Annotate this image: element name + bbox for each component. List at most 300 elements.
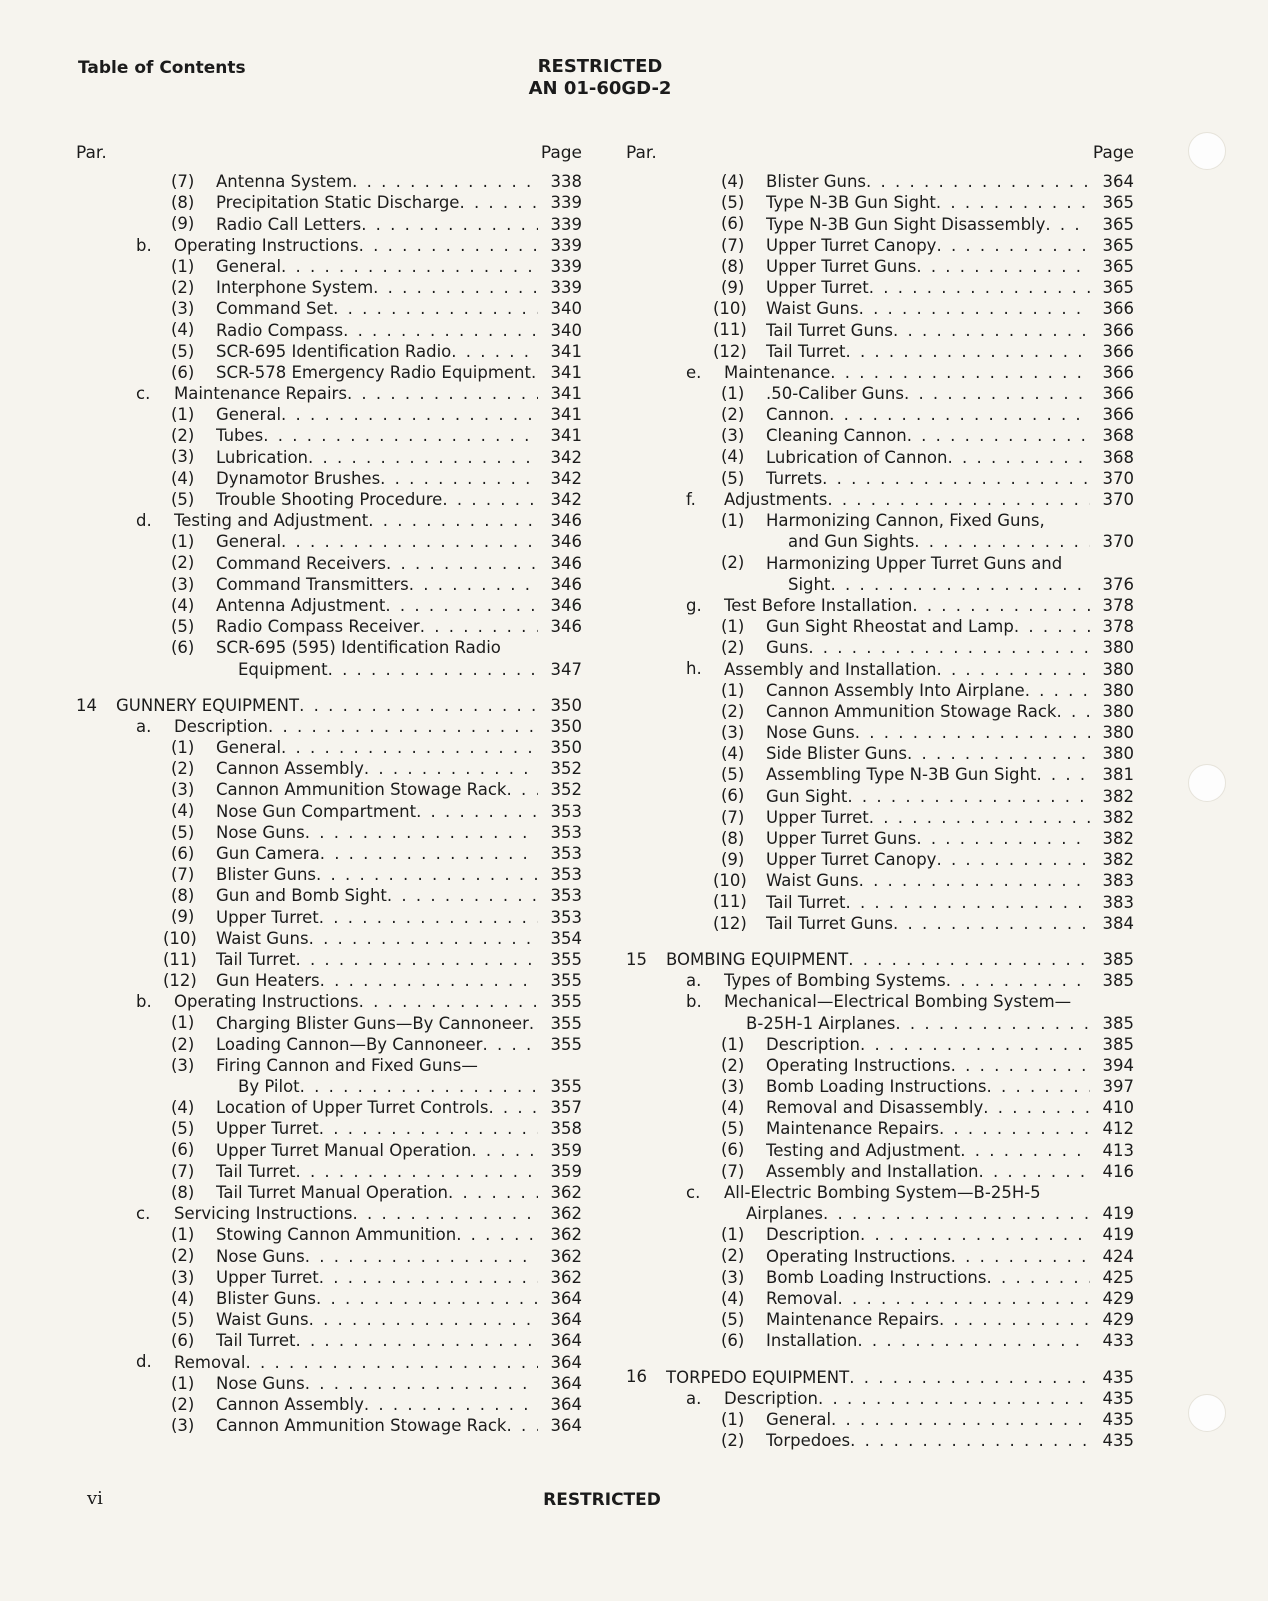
entry-number: (2) xyxy=(721,553,745,573)
entry-number: (6) xyxy=(721,1331,745,1351)
entry-number: (4) xyxy=(171,1098,195,1118)
entry-page-number: 380 xyxy=(1102,659,1134,679)
toc-entry xyxy=(76,1076,582,1097)
entry-title: Firing Cannon and Fixed Guns— xyxy=(216,1055,478,1075)
toc-entry xyxy=(76,1182,582,1203)
entry-title: Removal xyxy=(174,1352,246,1372)
entry-number: g. xyxy=(686,595,702,615)
entry-page-number: 385 xyxy=(1102,971,1134,991)
entry-number: (2) xyxy=(171,426,195,446)
entry-page-number: 341 xyxy=(550,362,582,382)
toc-entry xyxy=(626,1139,1134,1160)
entry-number: (2) xyxy=(721,1430,745,1450)
entry-title: Lubrication of Cannon xyxy=(766,447,948,467)
entry-page-number: 378 xyxy=(1102,617,1134,637)
toc-entry xyxy=(626,552,1134,573)
entry-title: SCR-695 Identification Radio xyxy=(216,341,452,361)
entry-page-number: 353 xyxy=(550,822,582,842)
entry-title: Test Before Installation xyxy=(724,595,913,615)
entry-title: Operating Instructions xyxy=(766,1055,951,1075)
dot-leader xyxy=(939,1309,1090,1330)
entry-page-number: 362 xyxy=(550,1267,582,1287)
dot-leader xyxy=(387,885,538,906)
toc-entry xyxy=(76,595,582,616)
entry-title: Description xyxy=(724,1388,818,1408)
toc-entry xyxy=(626,446,1134,467)
toc-entry xyxy=(76,256,582,277)
entry-title: Gun Sight Rheostat and Lamp xyxy=(766,617,1014,637)
dot-leader xyxy=(978,1161,1090,1182)
toc-entry xyxy=(76,341,582,362)
dot-leader xyxy=(893,913,1090,934)
entry-page-number: 339 xyxy=(550,214,582,234)
dot-leader xyxy=(268,716,538,737)
entry-title: Guns xyxy=(766,638,809,658)
toc-entry xyxy=(626,743,1134,764)
entry-page-number: 346 xyxy=(550,617,582,637)
binder-hole xyxy=(1188,1394,1226,1432)
toc-entry xyxy=(76,1288,582,1309)
entry-title: Tail Turret xyxy=(216,949,296,969)
dot-leader xyxy=(855,722,1090,743)
dot-leader xyxy=(849,1367,1090,1388)
toc-entry xyxy=(76,1034,582,1055)
entry-title: Operating Instructions xyxy=(174,235,359,255)
entry-title: Maintenance Repairs xyxy=(766,1310,939,1330)
dot-leader xyxy=(328,659,538,680)
entry-title: General xyxy=(766,1409,832,1429)
toc-entry xyxy=(626,341,1134,362)
entry-number: (3) xyxy=(171,1415,195,1435)
entry-title: Operating Instructions xyxy=(766,1246,951,1266)
toc-entry xyxy=(76,425,582,446)
entry-title: Type N-3B Gun Sight Disassembly xyxy=(766,214,1046,234)
entry-title: Types of Bombing Systems xyxy=(724,971,946,991)
entry-number: (4) xyxy=(721,1098,745,1118)
entry-title: Bomb Loading Instructions xyxy=(766,1267,987,1287)
entry-title: Tail Turret xyxy=(766,892,846,912)
entry-title: Blister Guns xyxy=(216,865,317,885)
entry-number: (11) xyxy=(713,320,747,340)
dot-leader xyxy=(936,235,1090,256)
entry-title: Harmonizing Upper Turret Guns and xyxy=(766,553,1063,573)
entry-page-number: 364 xyxy=(550,1352,582,1372)
entry-number: (12) xyxy=(713,341,747,361)
dot-leader xyxy=(1036,764,1090,785)
entry-title: SCR-578 Emergency Radio Equipment xyxy=(216,362,531,382)
entry-title: Airplanes xyxy=(746,1204,824,1224)
dot-leader xyxy=(353,1203,539,1224)
entry-number: (7) xyxy=(171,865,195,884)
toc-entry xyxy=(76,991,582,1012)
entry-page-number: 355 xyxy=(550,1013,582,1033)
entry-page-number: 382 xyxy=(1102,786,1134,806)
entry-number: c. xyxy=(136,383,151,403)
toc-column-left xyxy=(76,143,582,1436)
entry-number: (12) xyxy=(163,970,197,990)
dot-leader xyxy=(907,743,1090,764)
entry-page-number: 378 xyxy=(1102,595,1134,615)
entry-number: (2) xyxy=(171,553,195,573)
entry-number: 16 xyxy=(626,1367,647,1387)
entry-page-number: 366 xyxy=(1102,299,1134,319)
dot-leader xyxy=(827,489,1090,510)
toc-entry xyxy=(626,1161,1134,1182)
entry-number: a. xyxy=(686,970,702,990)
entry-number: (1) xyxy=(721,1409,745,1429)
toc-entry xyxy=(626,1182,1134,1203)
entry-title: Side Blister Guns xyxy=(766,744,907,764)
dot-leader xyxy=(859,298,1090,319)
toc-entry xyxy=(626,1118,1134,1139)
entry-number: (3) xyxy=(721,722,745,742)
dot-leader xyxy=(983,1097,1090,1118)
entry-title: Tubes xyxy=(216,426,264,446)
entry-page-number: 382 xyxy=(1102,829,1134,848)
toc-entry xyxy=(626,1076,1134,1097)
entry-number: (4) xyxy=(171,801,195,821)
entry-title: Precipitation Static Discharge xyxy=(216,193,460,213)
toc-entry xyxy=(626,616,1134,637)
entry-number: (2) xyxy=(171,1246,195,1266)
entry-page-number: 364 xyxy=(550,1416,582,1436)
dot-leader xyxy=(299,695,538,716)
entry-number: (5) xyxy=(721,468,745,488)
entry-number: (4) xyxy=(171,1288,195,1308)
entry-title: Antenna System xyxy=(216,172,353,192)
toc-entry xyxy=(626,764,1134,785)
dot-leader xyxy=(893,320,1090,341)
entry-page-number: 339 xyxy=(550,193,582,213)
dot-leader xyxy=(343,320,538,341)
toc-entry xyxy=(76,1224,582,1245)
entry-title: Radio Compass xyxy=(216,320,344,340)
toc-entry xyxy=(76,637,582,658)
toc-entry xyxy=(76,822,582,843)
entry-number: (5) xyxy=(171,616,195,636)
entry-number: (9) xyxy=(171,214,195,234)
entry-title: Nose Guns xyxy=(216,1373,305,1393)
dot-leader xyxy=(869,807,1090,828)
entry-page-number: 355 xyxy=(550,1034,582,1054)
entry-page-number: 359 xyxy=(550,1140,582,1160)
entry-title: Installation xyxy=(766,1331,858,1351)
entry-page-number: 362 xyxy=(550,1246,582,1266)
dot-leader xyxy=(361,214,538,235)
entry-number: (1) xyxy=(171,737,195,757)
entry-page-number: 362 xyxy=(550,1183,582,1202)
security-classification: RESTRICTED xyxy=(537,56,663,77)
entry-number: (1) xyxy=(721,1225,745,1245)
dot-leader xyxy=(386,553,538,574)
entry-page-number: 352 xyxy=(550,759,582,779)
toc-entry xyxy=(626,425,1134,446)
entry-page-number: 385 xyxy=(1102,1013,1134,1033)
dot-leader xyxy=(420,616,538,637)
entry-title: General xyxy=(216,256,282,276)
entry-title: Assembly and Installation xyxy=(766,1161,979,1181)
toc-entry xyxy=(626,213,1134,234)
entry-title: Waist Guns xyxy=(766,299,859,319)
entry-number: (1) xyxy=(721,1034,745,1054)
entry-number: d. xyxy=(136,511,152,530)
entry-page-number: 339 xyxy=(550,256,582,276)
entry-title: Maintenance Repairs xyxy=(766,1119,939,1139)
entry-title: GUNNERY EQUIPMENT xyxy=(116,695,300,715)
entry-number: (2) xyxy=(721,405,745,425)
entry-title: SCR-695 (595) Identification Radio xyxy=(216,638,501,658)
entry-title: Upper Turret Guns xyxy=(766,829,917,848)
entry-number: (6) xyxy=(171,843,195,863)
dot-leader xyxy=(316,1288,538,1309)
toc-entry xyxy=(76,489,582,510)
entry-number: (1) xyxy=(171,405,195,425)
entry-number: b. xyxy=(136,992,152,1012)
dot-leader xyxy=(333,298,538,319)
entry-title: Gun and Bomb Sight xyxy=(216,886,387,906)
entry-number: 15 xyxy=(626,949,647,969)
dot-leader xyxy=(960,1140,1090,1161)
entry-title: Cannon Assembly xyxy=(216,1394,364,1414)
entry-page-number: 346 xyxy=(550,553,582,573)
column-header xyxy=(626,143,1134,171)
toc-entry xyxy=(76,779,582,800)
dot-leader xyxy=(352,171,538,192)
entry-number: (8) xyxy=(171,886,195,906)
dot-leader xyxy=(838,1288,1090,1309)
toc-entry xyxy=(76,906,582,927)
dot-leader xyxy=(448,1182,538,1203)
entry-number: (6) xyxy=(171,638,195,658)
entry-page-number: 346 xyxy=(550,511,582,531)
entry-title: Adjustments xyxy=(724,490,828,509)
dot-leader xyxy=(409,574,538,595)
toc-entry xyxy=(76,235,582,256)
binder-hole xyxy=(1188,764,1226,802)
entry-title: and Gun Sights xyxy=(788,532,915,552)
entry-page-number: 350 xyxy=(550,738,582,758)
dot-leader xyxy=(300,1076,538,1097)
entry-title: Charging Blister Guns—By Cannoneer xyxy=(216,1013,529,1033)
entry-title: Gun Camera xyxy=(216,844,320,863)
entry-title: Testing and Adjustment xyxy=(766,1140,961,1160)
entry-title: Servicing Instructions xyxy=(174,1204,353,1224)
entry-number: (3) xyxy=(171,299,195,319)
entry-title: Nose Guns xyxy=(216,1246,305,1266)
dot-leader xyxy=(830,574,1090,595)
entry-title: Radio Call Letters xyxy=(216,214,362,234)
toc-entry xyxy=(76,695,582,716)
entry-number: (4) xyxy=(171,468,195,488)
entry-page-number: 419 xyxy=(1102,1204,1134,1224)
entry-page-number: 353 xyxy=(550,801,582,821)
entry-page-number: 419 xyxy=(1102,1225,1134,1245)
entry-title: Tail Turret xyxy=(766,341,846,361)
dot-leader xyxy=(895,1013,1090,1034)
toc-entry xyxy=(626,468,1134,489)
dot-leader xyxy=(916,828,1090,849)
entry-title: Torpedoes xyxy=(766,1431,851,1451)
entry-title: Command Receivers xyxy=(216,553,387,573)
toc-entry xyxy=(626,722,1134,743)
dot-leader xyxy=(281,737,538,758)
entry-page-number: 435 xyxy=(1102,1431,1134,1451)
entry-page-number: 370 xyxy=(1102,468,1134,488)
entry-title: BOMBING EQUIPMENT xyxy=(666,949,849,969)
toc-entry xyxy=(626,1430,1134,1451)
entry-title: Radio Compass Receiver xyxy=(216,617,420,637)
entry-page-number: 368 xyxy=(1102,426,1134,446)
dot-leader xyxy=(1056,701,1090,722)
entry-title: Command Transmitters xyxy=(216,574,409,594)
entry-number: (6) xyxy=(171,1331,195,1351)
entry-number: (4) xyxy=(721,744,745,764)
toc-entry xyxy=(626,658,1134,679)
toc-entries xyxy=(76,171,582,1436)
entry-number: (5) xyxy=(171,822,195,842)
entry-number: (10) xyxy=(163,928,197,948)
dot-leader xyxy=(848,949,1090,970)
entry-title: Command Set xyxy=(216,299,334,319)
toc-entry xyxy=(626,1012,1134,1033)
toc-entry xyxy=(626,1097,1134,1118)
entry-title: .50-Caliber Guns xyxy=(766,384,904,404)
entry-number: (1) xyxy=(171,1013,195,1033)
entry-title: Tail Turret Manual Operation xyxy=(216,1183,448,1202)
entry-page-number: 429 xyxy=(1102,1288,1134,1308)
dot-leader xyxy=(347,383,538,404)
toc-entry xyxy=(626,235,1134,256)
entry-title: Lubrication xyxy=(216,447,308,467)
dot-leader xyxy=(385,595,538,616)
dot-leader xyxy=(1014,616,1090,637)
dot-leader xyxy=(309,1309,538,1330)
dot-leader xyxy=(281,404,538,425)
entry-title: Gun Sight xyxy=(766,786,848,806)
toc-entry xyxy=(626,828,1134,849)
toc-entry xyxy=(76,1245,582,1266)
entry-title: Nose Guns xyxy=(216,822,305,842)
toc-entry xyxy=(626,383,1134,404)
entry-title: Description xyxy=(766,1225,860,1245)
dot-leader xyxy=(471,1140,538,1161)
entry-number: (3) xyxy=(171,1267,195,1287)
entry-page-number: 381 xyxy=(1102,765,1134,785)
dot-leader xyxy=(869,277,1090,298)
dot-leader xyxy=(907,425,1090,446)
entry-number: (3) xyxy=(721,426,745,446)
dot-leader xyxy=(830,362,1090,383)
entry-page-number: 346 xyxy=(550,595,582,615)
entry-page-number: 364 xyxy=(550,1310,582,1330)
entry-title: Maintenance Repairs xyxy=(174,384,347,404)
entry-number: f. xyxy=(686,489,696,509)
entry-number: (1) xyxy=(721,511,745,530)
dot-leader xyxy=(506,1415,538,1436)
toc-entry xyxy=(76,552,582,573)
entry-title: Assembly and Installation xyxy=(724,659,937,679)
entry-page-number: 383 xyxy=(1102,871,1134,891)
toc-entry xyxy=(626,574,1134,595)
entry-title: All-Electric Bombing System—B-25H-5 xyxy=(724,1183,1041,1202)
toc-entry xyxy=(626,319,1134,340)
entry-number: (9) xyxy=(721,277,745,297)
entry-page-number: 352 xyxy=(550,780,582,800)
toc-entry xyxy=(626,891,1134,912)
toc-entry xyxy=(626,1224,1134,1245)
entry-number: (5) xyxy=(721,1119,745,1139)
footer-classification: RESTRICTED xyxy=(543,1490,661,1510)
dot-leader xyxy=(529,1013,538,1034)
entry-title: Cannon xyxy=(766,405,830,425)
toc-entry xyxy=(626,595,1134,616)
par-label: Par. xyxy=(626,143,657,163)
toc-entry xyxy=(626,1388,1134,1409)
dot-leader xyxy=(380,468,538,489)
entry-page-number: 362 xyxy=(550,1225,582,1245)
dot-leader xyxy=(818,1388,1090,1409)
entry-page-number: 354 xyxy=(550,928,582,948)
toc-entries xyxy=(626,171,1134,1451)
entry-number: (3) xyxy=(171,447,195,467)
entry-page-number: 365 xyxy=(1102,193,1134,213)
entry-page-number: 364 xyxy=(550,1288,582,1308)
entry-title: Nose Gun Compartment xyxy=(216,801,417,821)
entry-page-number: 385 xyxy=(1102,1034,1134,1054)
toc-entry xyxy=(76,800,582,821)
toc-entry xyxy=(76,616,582,637)
entry-number: b. xyxy=(136,235,152,255)
column-header xyxy=(76,143,582,171)
toc-entry xyxy=(626,1288,1134,1309)
dot-leader xyxy=(506,779,538,800)
entry-title: General xyxy=(216,405,282,425)
entry-page-number: 353 xyxy=(550,886,582,906)
entry-number: (1) xyxy=(171,532,195,552)
dot-leader xyxy=(951,1246,1090,1267)
entry-title: Type N-3B Gun Sight xyxy=(766,193,936,213)
entry-number: (8) xyxy=(171,193,195,213)
toc-column-right xyxy=(626,143,1134,1451)
entry-page-number: 435 xyxy=(1102,1367,1134,1387)
entry-title: Blister Guns xyxy=(216,1288,317,1308)
toc-entry xyxy=(626,913,1134,934)
entry-page-number: 370 xyxy=(1102,490,1134,509)
entry-title: Stowing Cannon Ammunition xyxy=(216,1225,457,1245)
entry-title: Cannon Assembly xyxy=(216,759,364,779)
toc-entry xyxy=(626,785,1134,806)
entry-page-number: 346 xyxy=(550,574,582,594)
toc-entry xyxy=(626,1245,1134,1266)
entry-title: Tail Turret xyxy=(216,1331,296,1351)
toc-entry xyxy=(626,298,1134,319)
dot-leader xyxy=(246,1352,538,1373)
dot-leader xyxy=(263,425,538,446)
entry-title: Testing and Adjustment xyxy=(174,511,369,531)
entry-page-number: 380 xyxy=(1102,723,1134,743)
entry-title: Tail Turret xyxy=(216,1161,296,1181)
dot-leader xyxy=(936,192,1090,213)
entry-page-number: 366 xyxy=(1102,384,1134,404)
dot-leader xyxy=(808,637,1090,658)
dot-leader xyxy=(986,1076,1090,1097)
entry-number: (3) xyxy=(171,574,195,594)
toc-entry xyxy=(76,468,582,489)
entry-page-number: 366 xyxy=(1102,405,1134,425)
entry-page-number: 350 xyxy=(550,716,582,736)
dot-leader xyxy=(936,659,1090,680)
entry-number: (4) xyxy=(171,595,195,615)
